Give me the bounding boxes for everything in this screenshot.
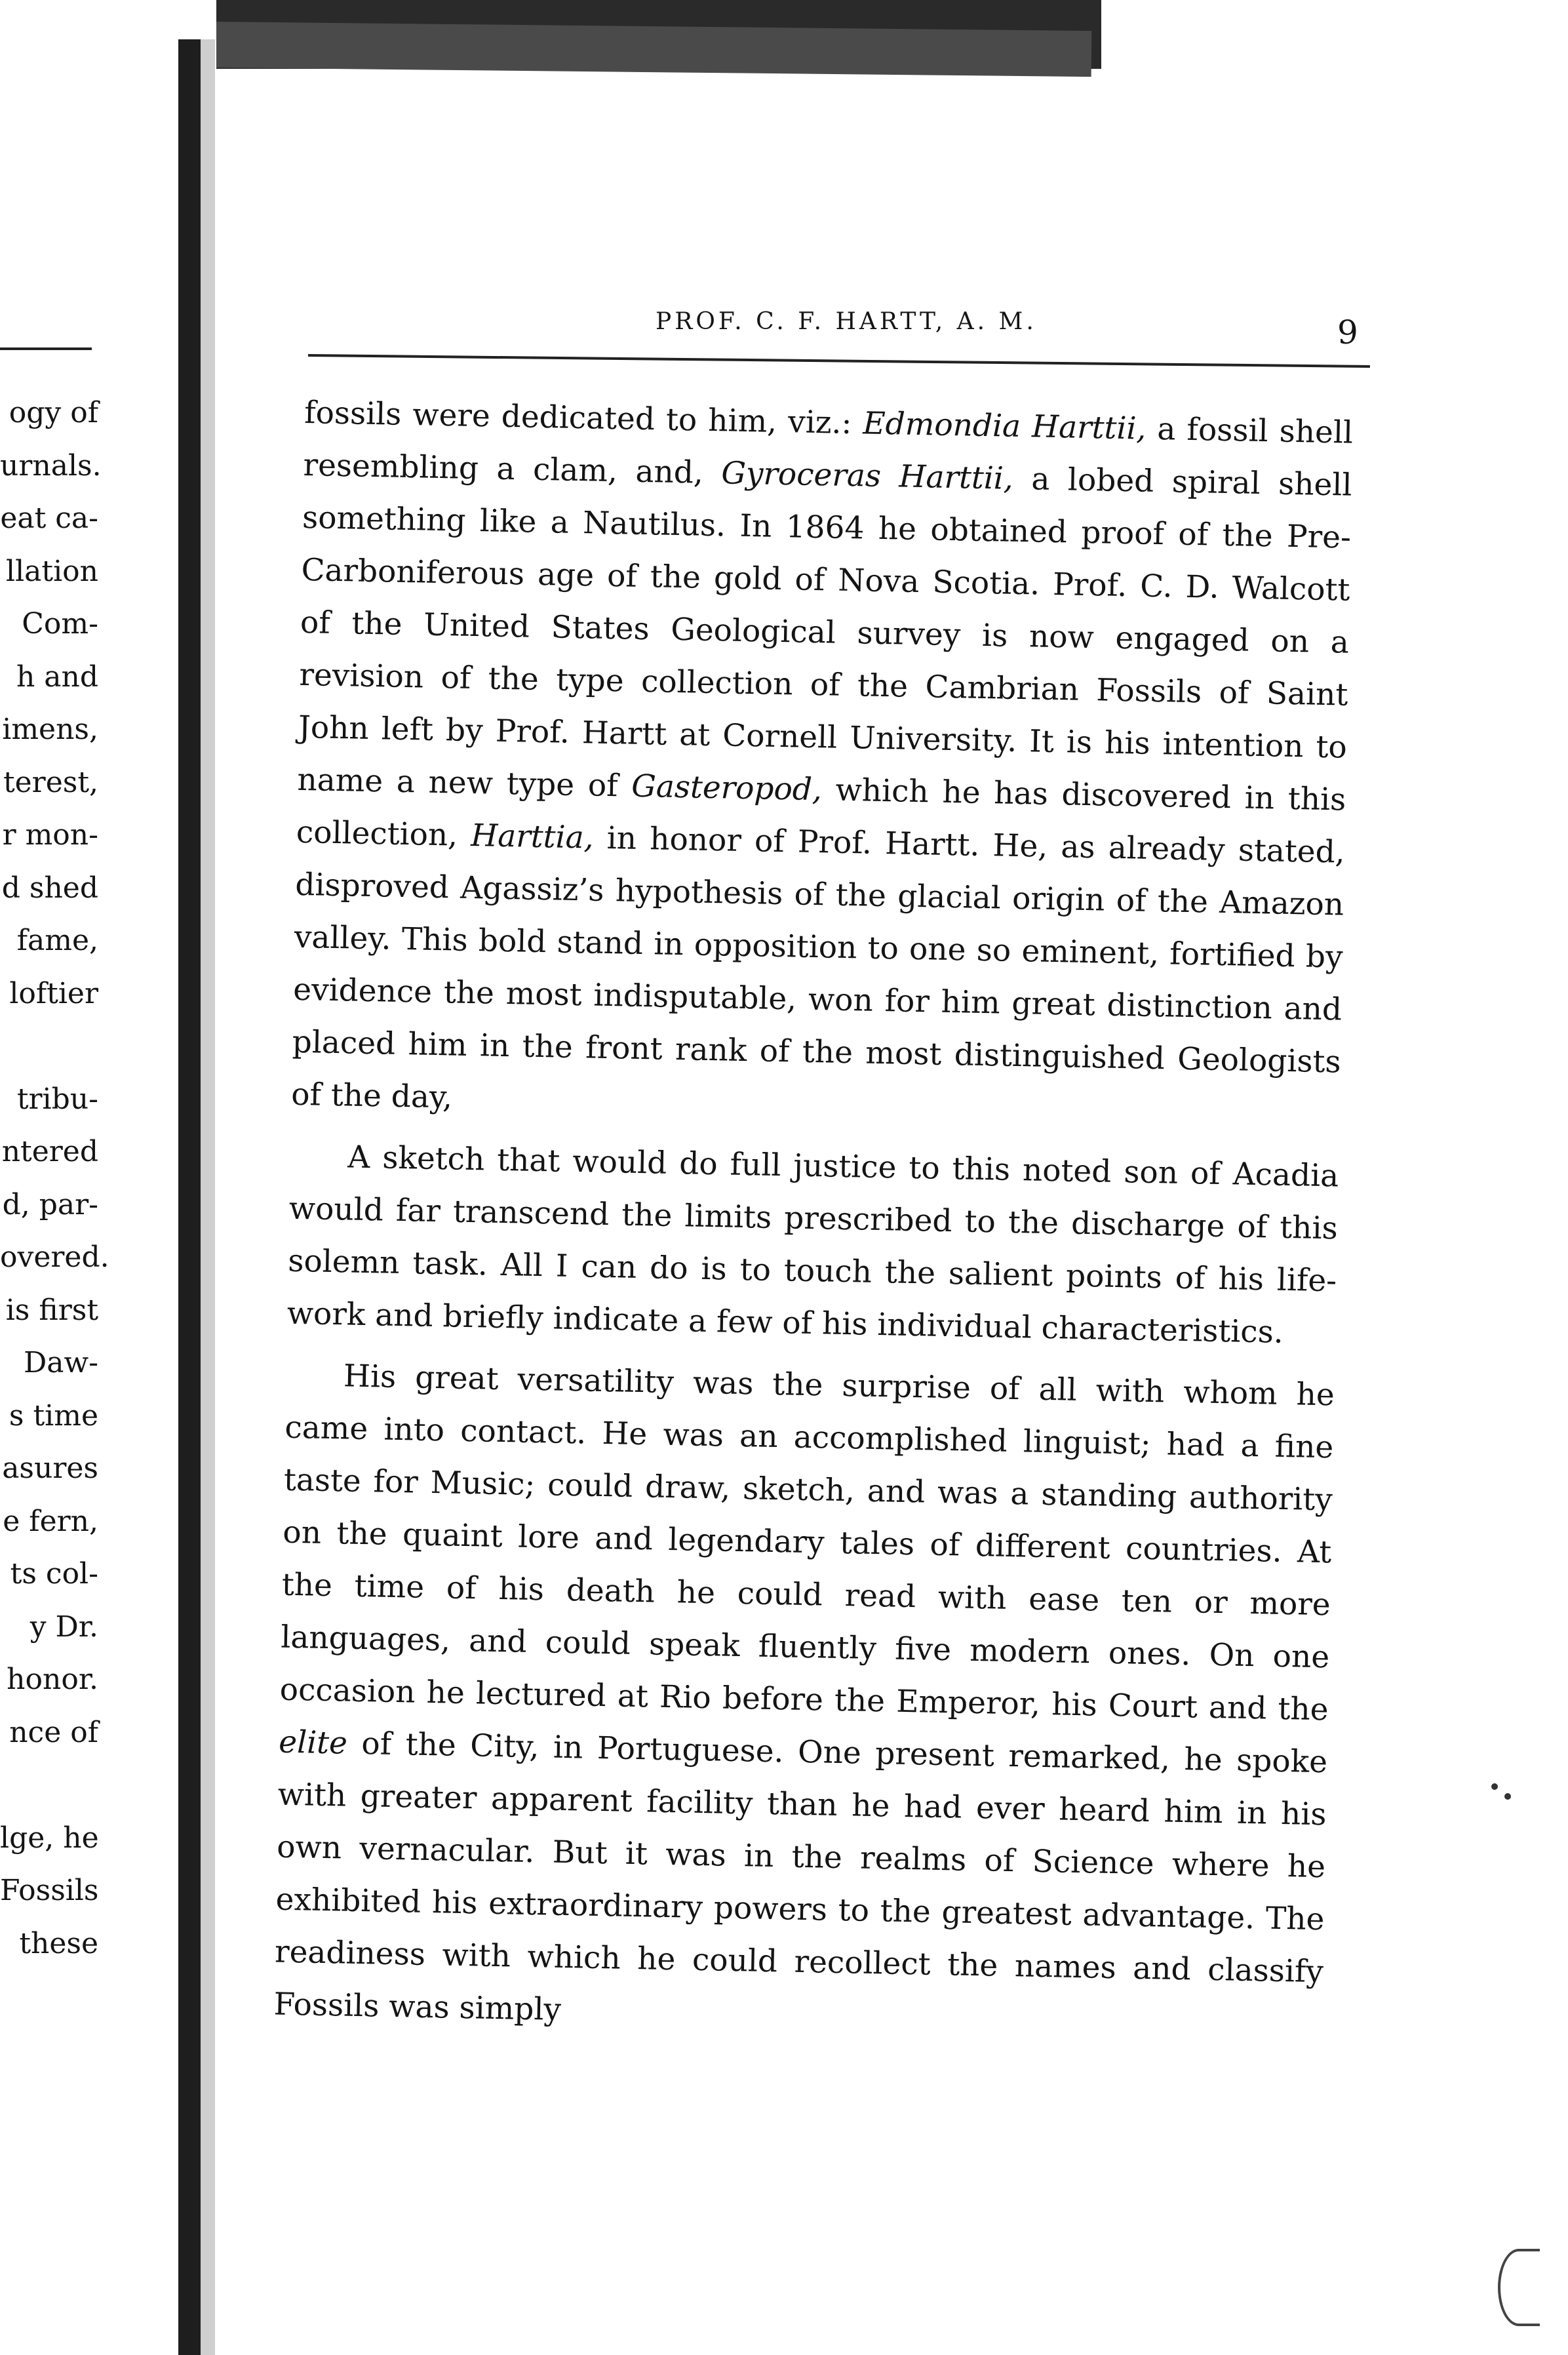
left-page-line: overed. <box>0 1240 109 1274</box>
left-page-line: r mon- <box>2 818 98 852</box>
book-gutter-edge <box>201 39 215 2355</box>
text-run: A sketch that would do full justice to this noted son of Acadia would far transcend the limits prescribed to the discharge of this solemn task. All I can do is to touch the salient points of his life-work and briefly indicate a few of his individual characteristics. <box>286 1139 1339 1351</box>
scan-speck <box>1504 1793 1511 1800</box>
book-gutter <box>178 39 201 2355</box>
header-rule <box>308 354 1370 368</box>
italic-run: Harttia, <box>470 817 595 856</box>
paragraph <box>273 1349 1335 2051</box>
italic-run: elite <box>278 1724 348 1762</box>
text-run: in honor of Prof. Hartt. He, as already stated, disproved Agassiz’s hypothesis of the glacial origin of the Amazon valley. This bold stand in opposition to one so eminent, fortified by evidence the most indisputable, won for him great distinction and placed him in the front rank of the most distinguished Geologists of the day, <box>290 820 1346 1116</box>
left-page-line: honor. <box>7 1663 98 1696</box>
left-page-line: lge, he <box>0 1821 99 1855</box>
left-page-line: fame, <box>16 924 98 957</box>
left-page-line: eat ca- <box>0 502 98 535</box>
italic-run: Gyroceras Harttii, <box>720 455 1014 497</box>
left-page-line: llation <box>6 554 98 588</box>
left-page-line: asures <box>2 1452 98 1485</box>
left-page-text <box>0 387 109 1970</box>
left-page-line: imens, <box>2 713 98 746</box>
left-page-line: terest, <box>3 765 98 799</box>
left-page-line: nce of <box>9 1715 98 1749</box>
paragraph <box>286 1130 1339 1360</box>
left-page-line: Daw- <box>23 1346 98 1379</box>
scan-speck <box>1491 1783 1498 1790</box>
left-page-line: is first <box>5 1293 98 1327</box>
left-page-line: d shed <box>1 871 98 905</box>
text-run: fossils were dedicated to him, viz.: <box>304 394 863 442</box>
left-page-line: loftier <box>9 976 98 1010</box>
left-page-line <box>0 1759 98 1812</box>
text-run: a fossil shell resembling a clam, and, <box>303 410 1354 492</box>
scan-top-edge-shadow <box>200 22 1092 77</box>
left-page-line: ts col- <box>10 1557 98 1591</box>
left-page-line: Com- <box>22 607 98 641</box>
left-page-line: e fern, <box>3 1504 98 1538</box>
left-page-line: ntered <box>1 1135 98 1168</box>
left-page-line: Fossils <box>0 1874 99 1907</box>
scan-corner-mark <box>1498 2249 1540 2326</box>
text-run: of the City, in Portuguese. One present remarked, he spoke with greater apparent facility than he had ever heard him in his own vernacular. But it was in the realms of Science where he exhibited his extraordinary powers to the greatest advantage. The readiness with which he could recollect the names and classify Fossils was simply <box>273 1725 1328 2028</box>
left-page-line: these <box>19 1926 98 1960</box>
text-run: His great versatility was the surprise of all with whom he came into contact. He was an accomplished linguist; had a fine taste for Music; could draw, sketch, and was a standing authority on the quaint lore and legendary tales of different countries. At the time of his death he could read with ease ten or more languages, and could speak fluently five modern ones. On one occasion he lectured at Rio before the Emperor, his Court and the <box>279 1358 1335 1728</box>
paragraph <box>290 387 1353 1141</box>
left-page-line: s time <box>9 1398 98 1433</box>
italic-run: Edmondia Harttii, <box>862 405 1147 447</box>
left-page-line: urnals. <box>0 448 102 483</box>
text-run: a lobed spiral shell something like a Nautilus. In 1864 he obtained proof of the Pre-Carboniferous age of the gold of Nova Scotia. Prof. C. D. Walcott of the United States Geological survey is now engaged on a revision of the type collection of the Cambrian Fossils of Saint John left by Prof. Hartt at Cornell University. It is his intention to name a new type of <box>296 460 1352 804</box>
italic-run: Gasteropod, <box>631 768 823 808</box>
left-page-rule <box>0 347 92 350</box>
left-page-line: ogy of <box>9 396 98 429</box>
left-page-line: d, par- <box>2 1187 98 1221</box>
body-text <box>273 387 1354 2051</box>
left-page-line: tribu- <box>16 1082 98 1116</box>
running-head: PROF. C. F. HARTT, A. M. <box>656 308 1037 335</box>
left-page-line <box>0 1020 98 1073</box>
text-run: which he has discovered in this collection, <box>296 772 1346 854</box>
page-number: 9 <box>1337 313 1358 351</box>
left-page-line: h and <box>16 660 98 694</box>
left-page-line: y Dr. <box>29 1610 98 1644</box>
